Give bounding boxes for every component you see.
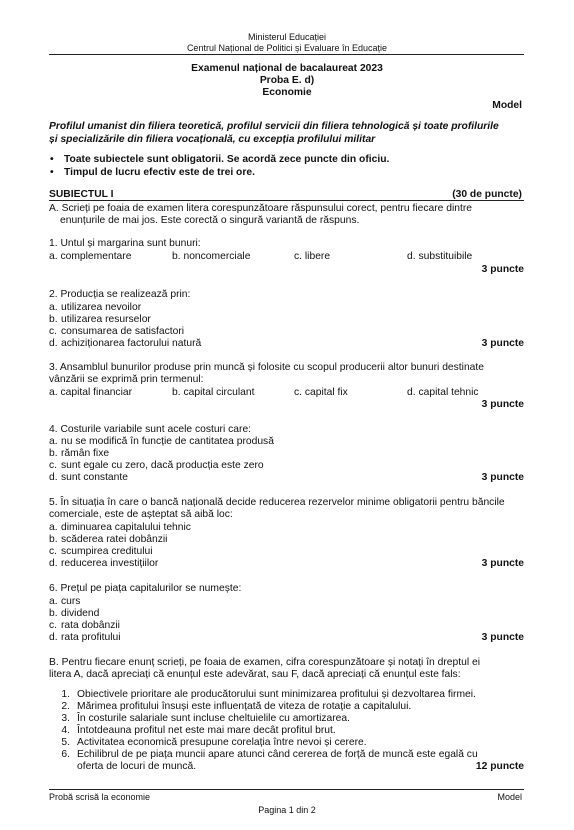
question-3-text-1: 3. Ansamblul bunurilor produse prin muncă și folosite cu scopul producerii altor bunuri destinate [49,362,484,373]
footer-left: Probă scrisă la economie [49,792,151,802]
question-3-option-b: b. capital circulant [172,387,255,398]
exam-title: Examenul național de bacalaureat 2023 [191,63,383,74]
question-4-option-a: a. nu se modifică în funcție de cantitatea produsă [49,436,274,447]
question-3-option-a: a. capital financiar [49,387,133,398]
page-number: Pagina 1 din 2 [258,805,316,815]
rule-item: • Timpul de lucru efectiv este de trei ore. [50,167,255,178]
footer-right: Model [497,792,522,802]
bullet-icon: • [50,167,54,178]
question-4-text: 4. Costurile variabile sunt acele costuri care: [49,424,252,435]
question-4-points: 3 puncte [481,472,524,483]
question-3-option-c: c. capital fix [294,387,348,398]
section-points: (30 de puncte) [452,189,522,200]
question-1-option-d: d. substituibile [407,251,473,262]
part-b-item-2: 2. Mărimea profitului însuși este influențată de viteza de rotație a capitalului. [61,701,412,712]
question-2-option-b: b. utilizarea resurselor [49,314,151,325]
question-3-points: 3 puncte [481,399,524,410]
question-2-text: 2. Producția se realizează prin: [49,289,191,300]
question-4-option-b: b. rămân fixe [49,448,110,459]
part-b-points: 12 puncte [475,761,524,772]
ministry-name: Ministerul Educației [247,32,327,42]
center-name: Centrul Național de Politici și Evaluare în Educație [186,43,388,53]
question-4-option-c: c. sunt egale cu zero, dacă producția este zero [49,460,264,471]
question-4-option-d: d. sunt constante [49,472,128,483]
question-6-option-b: b. dividend [49,608,100,619]
part-b-item-5: 5. Activitatea economică presupune corelația între nevoi și cerere. [61,737,367,748]
header-divider [49,54,524,55]
part-b-item-4: 4. Întotdeauna profitul net este mai mare decât profitul brut. [61,725,336,736]
part-b-item-6: 6. Echilibrul de pe piața muncii apare atunci când cererea de forță de muncă este egală cu [61,749,478,760]
question-5-option-c: c. scumpirea creditului [49,546,153,557]
question-5-option-d: d. reducerea investițiilor [49,558,159,569]
question-2-option-d: d. achiziționarea factorului natură [49,338,202,349]
part-b-item-3: 3. În costurile salariale sunt incluse cheltuielile cu amortizarea. [61,713,350,724]
question-1-option-c: c. libere [294,251,331,262]
question-6-option-c: c. rata dobânzii [49,620,120,631]
question-1-points: 3 puncte [481,264,524,275]
question-1-option-a: a. complementare [49,251,132,262]
question-5-points: 3 puncte [481,558,524,569]
proba-label: Proba E. d) [259,75,315,86]
instruction-a-line-1: A. Scrieți pe foaia de examen litera corespunzătoare răspunsului corect, pentru fiecare dintre [49,203,472,214]
question-5-text-2: comerciale, este de așteptat să aibă loc: [49,509,233,520]
question-1-option-b: b. noncomerciale [172,251,251,262]
part-b-item-1: 1. Obiectivele prioritare ale producătorului sunt minimizarea profitului și dezvoltarea firmei. [61,689,476,700]
instruction-a-line-2: enunțurile de mai jos. Este corectă o singură variantă de răspuns. [60,215,360,226]
question-2-option-a: a. utilizarea nevoilor [49,302,142,313]
question-5-option-b: b. scăderea ratei dobânzii [49,534,168,545]
question-6-option-d: d. rata profitului [49,632,121,643]
question-6-text: 6. Prețul pe piața capitalurilor se numește: [49,583,242,594]
question-1-text: 1. Untul și margarina sunt bunuri: [49,238,201,249]
question-2-option-c: c. consumarea de satisfactori [49,326,185,337]
question-6-option-a: a. curs [49,596,81,607]
section-title: SUBIECTUL I [49,189,114,200]
profile-line-1: Profilul umanist din filiera teoretică, profilul servicii din filiera tehnologică și toate profilurile [49,121,499,132]
part-b-instruction-1: B. Pentru fiecare enunț scrieți, pe foaia de examen, cifra corespunzătoare și notați în dreptul ei [49,657,480,668]
part-b-item-6-continued: oferta de locuri de muncă. [77,761,197,772]
question-3-option-d: d. capital tehnic [407,387,479,398]
question-6-points: 3 puncte [481,632,524,643]
section-divider [49,200,524,201]
profile-line-2: și specializările din filiera vocațională, cu excepția profilului militar [49,134,376,145]
subject-name: Economie [262,87,312,98]
rule-item: • Toate subiectele sunt obligatorii. Se acordă zece puncte din oficiu. [50,154,390,165]
question-3-text-2: vânzării se exprimă prin termenul: [49,374,204,385]
question-2-points: 3 puncte [481,338,524,349]
question-5-option-a: a. diminuarea capitalului tehnic [49,522,191,533]
part-b-instruction-2: litera A, dacă apreciați că enunțul este adevărat, sau F, dacă apreciați că enunțul este fals: [49,669,461,680]
footer-divider [49,789,524,790]
bullet-icon: • [50,154,54,165]
model-label: Model [492,100,522,111]
question-5-text-1: 5. În situația în care o bancă națională decide reducerea rezervelor minime obligatorii pentru băncile [49,497,505,508]
